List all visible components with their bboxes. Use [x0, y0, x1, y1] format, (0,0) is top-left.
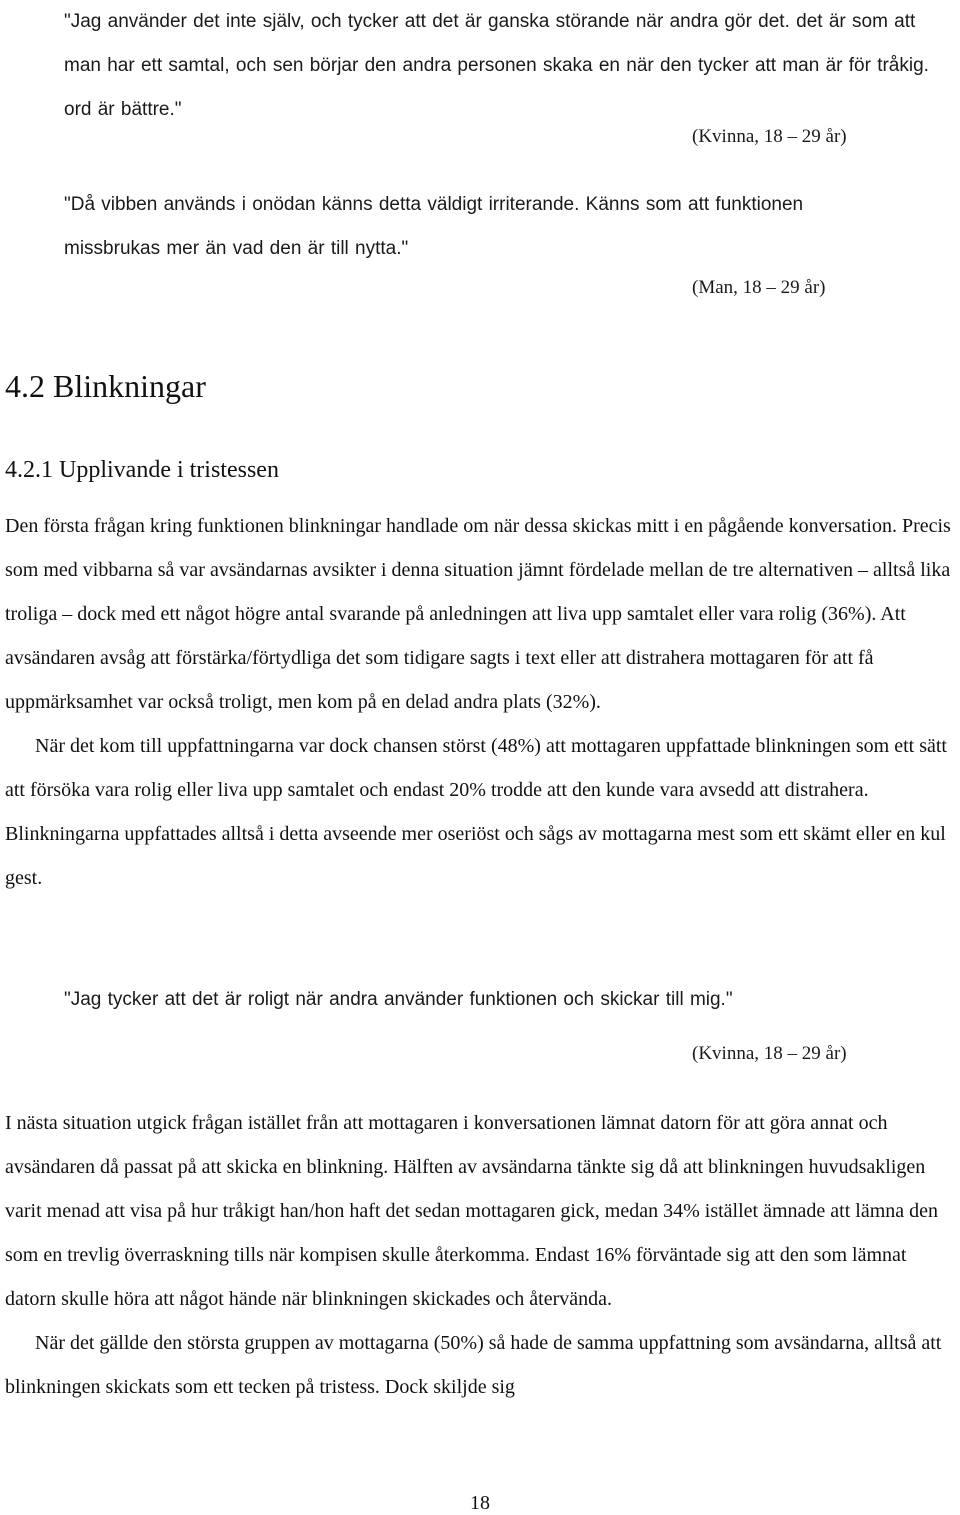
- quote-2: "Då vibben används i onödan känns detta väldigt irriterande. Känns som att funktionen missbrukas mer än vad den är till nytta.": [64, 194, 804, 259]
- subsection-heading: 4.2.1 Upplivande i tristessen: [5, 457, 279, 483]
- paragraph-4: När det gällde den största gruppen av mottagarna (50%) så hade de samma uppfattning som avsändarna, alltså att blinkningen skickats som ett tecken på tristess. Dock skiljde sig: [5, 1332, 942, 1398]
- paragraph-2: När det kom till uppfattningarna var dock chansen störst (48%) att mottagaren uppfattade blinkningen som ett sätt att försöka vara rolig eller liva upp samtalet och endast 20% trodde att den kunde vara avsedd att distrahera. Blinkningarna uppfattades alltså i detta avseende mer oseriöst och sågs av mottagarna mest som ett skämt eller en kul gest.: [5, 735, 947, 889]
- paragraph-1: Den första frågan kring funktionen blinkningar handlade om när dessa skickas mitt i en pågående konversation. Precis som med vibbarna så var avsändarnas avsikter i denna situation jämnt fördelade mellan de tre alternativen – alltså lika troliga – dock med ett något högre antal svarande på anledningen att liva upp samtalet eller vara rolig (36%). Att avsändaren avsåg att förstärka/förtydliga det som tidigare sagts i text eller att distrahera mottagaren för att få uppmärksamhet var också troligt, men kom på en delad andra plats (32%).: [5, 515, 951, 713]
- quote-1-attribution: (Kvinna, 18 – 29 år): [692, 126, 847, 147]
- quote-3: "Jag tycker att det är roligt när andra använder funktionen och skickar till mig.": [64, 989, 733, 1010]
- section-heading: 4.2 Blinkningar: [5, 368, 206, 404]
- body-text-block-1: [5, 504, 960, 900]
- quote-2-attribution: (Man, 18 – 29 år): [692, 277, 826, 298]
- paragraph-3: I nästa situation utgick frågan istället från att mottagaren i konversationen lämnat datorn för att göra annat och avsändaren då passat på att skicka en blinkning. Hälften av avsändarna tänkte sig då att blinkningen huvudsakligen varit menad att visa på hur tråkigt han/hon haft det sedan mottagaren gick, medan 34% istället ämnade att lämna den som en trevlig överraskning tills när kompisen skulle återkomma. Endast 16% förväntade sig att den som lämnat datorn skulle höra att något hände när blinkningen skickades och återvända.: [5, 1112, 939, 1310]
- quote-1: "Jag använder det inte själv, och tycker att det är ganska störande när andra gör det. det är som att man har ett samtal, och sen börjar den andra personen skaka en när den tycker att man är för tråkig. ord är bättre.": [64, 11, 929, 120]
- quote-3-attribution: (Kvinna, 18 – 29 år): [692, 1043, 847, 1064]
- body-text-block-2: [5, 1101, 960, 1409]
- page-number: 18: [470, 1492, 490, 1514]
